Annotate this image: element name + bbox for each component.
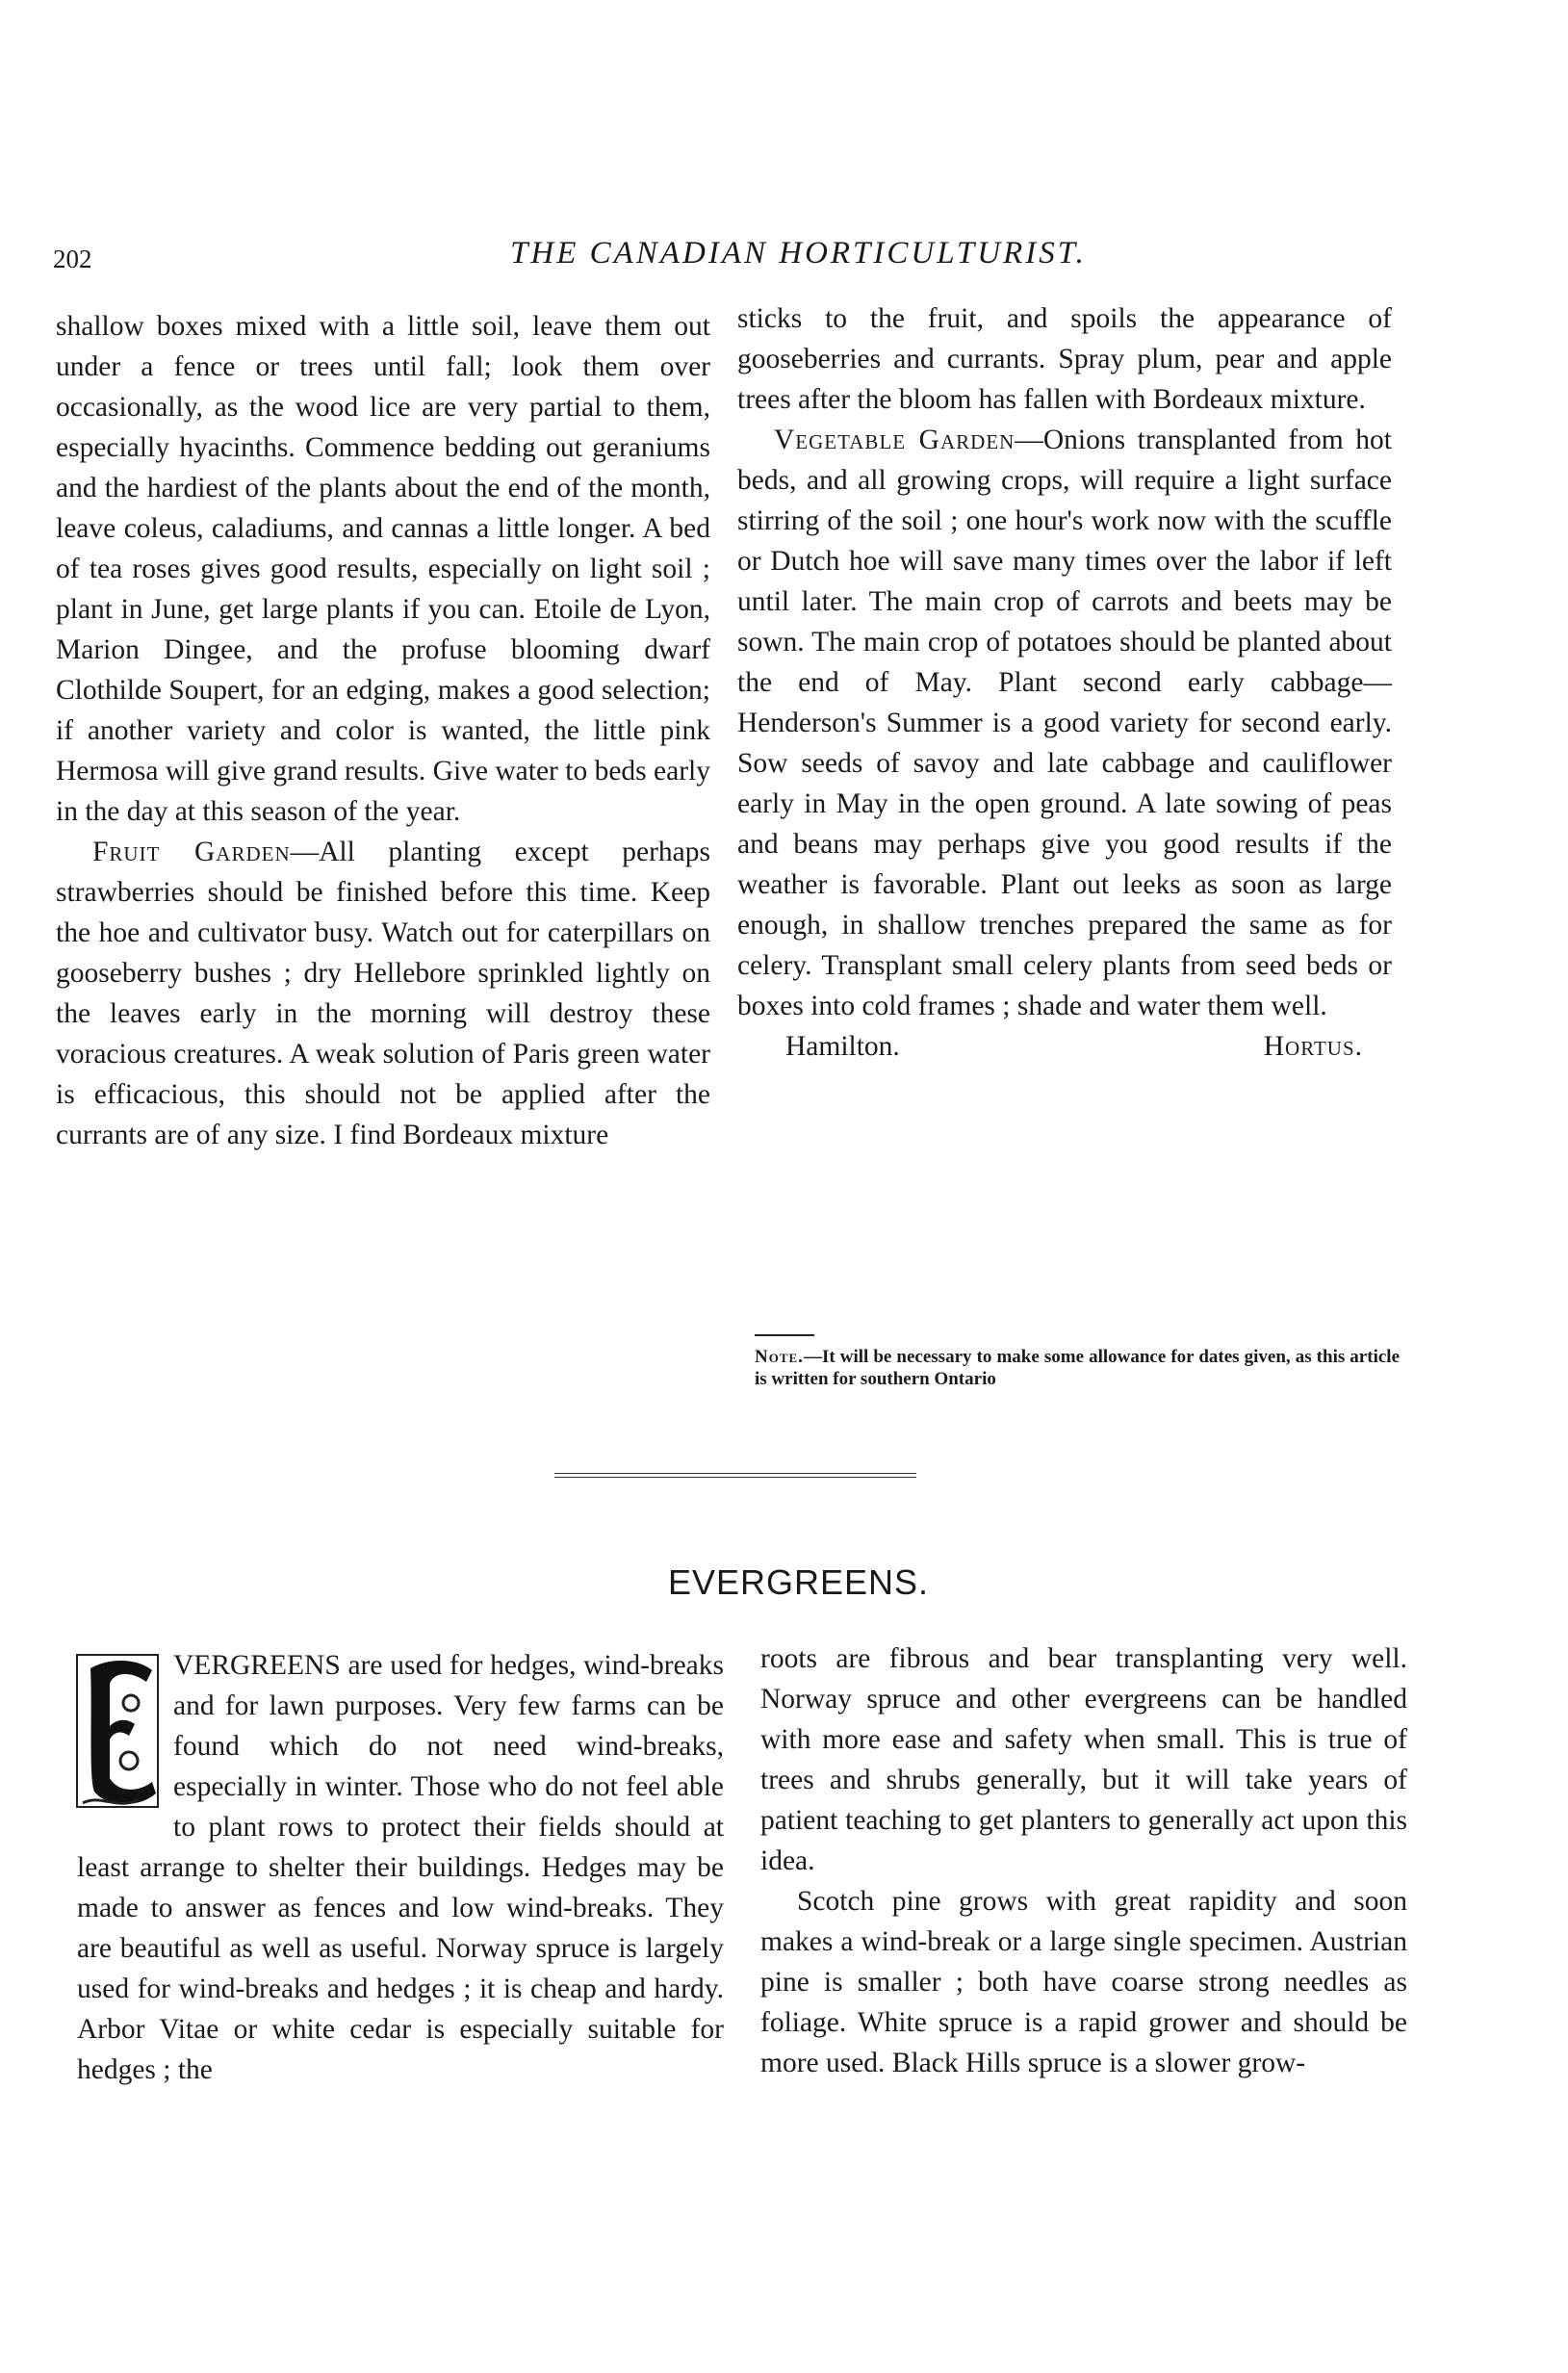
separator-rule xyxy=(554,1477,916,1478)
note-rule xyxy=(755,1334,814,1336)
paragraph: sticks to the fruit, and spoils the appearance of gooseberries and currants. Spray plum, pear and apple trees after the bloom has fallen with Bordeaux mixture. xyxy=(737,303,1392,415)
section-lead: Fruit Garden xyxy=(92,837,291,867)
ornamental-initial-e-icon xyxy=(71,1649,164,1813)
article2-right-column xyxy=(760,1638,1407,2083)
paragraph-fruit-garden xyxy=(56,832,710,1155)
section-lead: Vegetable Garden xyxy=(774,425,1015,455)
paragraph-body: —All planting except perhaps strawberries should be finished before this time. Keep the hoe and cultivator busy. Watch out for caterpillars on gooseberry bushes ; dry Hellebore sprinkled lightly on the leaves early in the morning will destroy these voracious creatures. A weak solution of Paris green water is efficacious, this should not be applied after the currants are of any size. I find Bordeaux mixture xyxy=(56,837,710,1150)
paragraph: roots are fibrous and bear transplanting very well. Norway spruce and other evergreens can be handled with more ease and safety when small. This is true of trees and shrubs generally, but it will take years of patient teaching to get planters to generally act upon this idea. xyxy=(760,1643,1407,1876)
footnote-lead: Note. xyxy=(755,1347,804,1367)
footnote xyxy=(755,1346,1400,1390)
paragraph-body: —Onions transplanted from hot beds, and all growing crops, will require a light surface stirring of the soil ; one hour's work now with the scuffle or Dutch hoe will save many times over the labor if left until later. The main crop of carrots and beets may be sown. The main crop of potatoes should be planted about the end of May. Plant second early cabbage—Henderson's Summer is a good variety for second early. Sow seeds of savoy and late cabbage and cauliflower early in May in the open ground. A late sowing of peas and beans may perhaps give you good results if the weather is favorable. Plant out leeks as soon as large enough, in shallow trenches prepared the same as for celery. Transplant small celery plants from seed beds or boxes into cold frames ; shade and water them well. xyxy=(737,425,1392,1021)
signature xyxy=(737,1026,1392,1067)
paragraph-body: are used for hedges, wind-breaks and for lawn purposes. Very few farms can be found which do not need wind-breaks, especially in winter. Those who do not feel able to plant rows to protect their fields should at least arrange to shelter their buildings. Hedges may be made to answer as fences and low wind-breaks. They are beautiful as well as useful. Norway spruce is largely used for wind-breaks and hedges ; it is cheap and hardy. Arbor Vitae or white cedar is especially suitable for hedges ; the xyxy=(77,1650,724,2085)
first-word: VERGREENS xyxy=(173,1650,341,1681)
paragraph: Scotch pine grows with great rapidity and soon makes a wind-break or a large single specimen. Austrian pine is smaller ; both have coarse strong needles as foliage. White spruce is a rapid grower and should be more used. Black Hills spruce is a slower grow- xyxy=(760,1886,1407,2078)
separator-rule xyxy=(554,1473,916,1474)
running-title: THE CANADIAN HORTICULTURIST. xyxy=(510,236,1087,271)
page-number: 202 xyxy=(53,245,92,273)
paragraph: shallow boxes mixed with a little soil, leave them out under a fence or trees until fall; look them over occasionally, as the wood lice are very partial to them, especially hyacinths. Commence bedding out geraniums and the hardiest of the plants about the end of the month, leave coleus, caladiums, and cannas a little longer. A bed of tea roses gives good results, especially on light soil ; plant in June, get large plants if you can. Etoile de Lyon, Marion Dingee, and the profuse blooming dwarf Clothilde Soupert, for an edging, makes a good selection; if another variety and color is wanted, the little pink Hermosa will give grand results. Give water to beds early in the day at this season of the year. xyxy=(56,311,710,827)
footnote-body: —It will be necessary to make some allowance for dates given, as this article is written for southern Ontario xyxy=(755,1347,1400,1389)
article1-right-column xyxy=(737,298,1392,1067)
paragraph-vegetable-garden xyxy=(737,420,1392,1026)
signature-name: Hortus. xyxy=(1263,1031,1363,1062)
article2-left-column xyxy=(77,1645,724,2090)
article1-left-column xyxy=(56,306,710,1155)
signature-place: Hamilton. xyxy=(785,1031,900,1062)
paragraph xyxy=(77,1645,724,2090)
article-title: EVERGREENS. xyxy=(667,1562,930,1602)
